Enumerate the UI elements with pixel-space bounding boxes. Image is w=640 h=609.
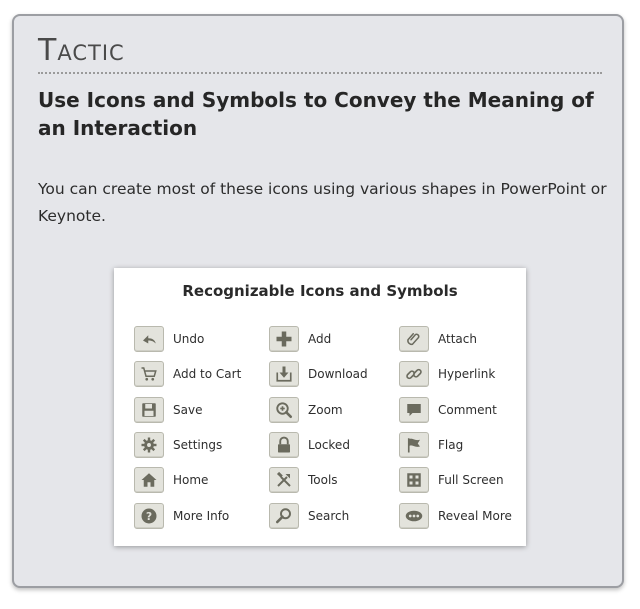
- tools-icon: [269, 467, 299, 493]
- search-icon: [269, 503, 299, 529]
- icon-item-download: [269, 360, 368, 388]
- flag-icon: [399, 432, 429, 458]
- icon-label: Full Screen: [438, 473, 504, 487]
- icon-label: Comment: [438, 403, 497, 417]
- svg-text:?: ?: [145, 510, 153, 523]
- gear-icon: [134, 432, 164, 458]
- icon-label: More Info: [173, 509, 230, 523]
- icon-item-full-screen: [399, 466, 504, 494]
- comment-icon: [399, 397, 429, 423]
- icon-item-settings: [134, 431, 222, 459]
- icon-label: Settings: [173, 438, 223, 452]
- zoom-icon: [269, 397, 299, 423]
- icon-item-add-to-cart: [134, 360, 241, 388]
- icon-item-flag: [399, 431, 463, 459]
- lock-icon: [269, 432, 299, 458]
- icon-label: Tools: [308, 473, 338, 487]
- icon-item-locked: [269, 431, 350, 459]
- icon-item-search: [269, 502, 349, 530]
- icon-item-attach: [399, 325, 477, 353]
- fullscreen-icon: [399, 467, 429, 493]
- icon-item-hyperlink: [399, 360, 495, 388]
- section-label: Tactic: [38, 33, 125, 68]
- icon-label: Reveal More: [438, 509, 512, 523]
- home-icon: [134, 467, 164, 493]
- ellipsis-icon: [399, 503, 429, 529]
- icon-item-zoom: [269, 396, 343, 424]
- icon-item-add: [269, 325, 331, 353]
- plus-icon: [269, 326, 299, 352]
- icon-item-reveal-more: [399, 502, 512, 530]
- icon-label: Add: [308, 332, 332, 346]
- dotted-divider: [38, 72, 602, 74]
- icon-label: Search: [308, 509, 350, 523]
- tactic-card: [12, 14, 624, 588]
- download-icon: [269, 361, 299, 387]
- figure-title: Recognizable Icons and Symbols: [182, 282, 458, 300]
- icon-label: Add to Cart: [173, 367, 242, 381]
- icon-label: Download: [308, 367, 368, 381]
- link-icon: [399, 361, 429, 387]
- icon-label: Attach: [438, 332, 477, 346]
- save-icon: [134, 397, 164, 423]
- icon-label: Undo: [173, 332, 205, 346]
- question-icon: [134, 503, 164, 529]
- tactic-body: You can create most of these icons using various shapes in PowerPoint or Keynote.: [38, 180, 607, 225]
- icon-item-comment: [399, 396, 497, 424]
- icon-item-more-info: [134, 502, 229, 530]
- tactic-heading: Use Icons and Symbols to Convey the Meaning of an Interaction: [38, 88, 594, 140]
- icon-item-undo: [134, 325, 204, 353]
- icon-item-tools: [269, 466, 338, 494]
- paperclip-icon: [399, 326, 429, 352]
- icon-label: Save: [173, 403, 203, 417]
- icon-label: Home: [173, 473, 209, 487]
- undo-icon: [134, 326, 164, 352]
- icons-figure: [114, 268, 526, 546]
- cart-icon: [134, 361, 164, 387]
- icon-label: Flag: [438, 438, 464, 452]
- icon-item-save: [134, 396, 202, 424]
- icon-label: Hyperlink: [438, 367, 496, 381]
- icon-item-home: [134, 466, 208, 494]
- icon-label: Locked: [308, 438, 350, 452]
- icon-label: Zoom: [308, 403, 343, 417]
